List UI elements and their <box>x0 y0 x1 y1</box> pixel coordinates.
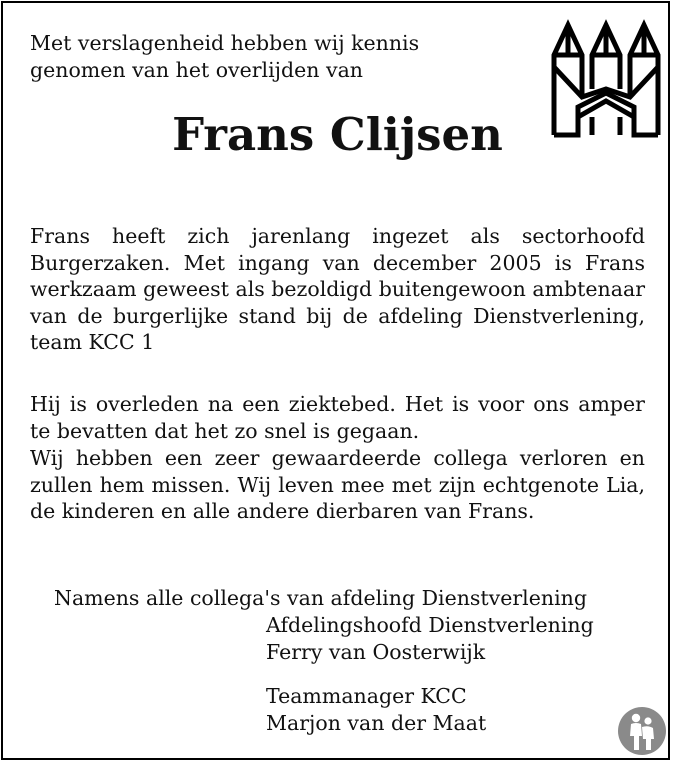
signature-role-1: Afdelingshoofd Dienstverlening <box>266 613 594 637</box>
intro-line-1: Met verslagenheid hebben wij kennis <box>30 31 420 55</box>
signature-role-2: Teammanager KCC <box>266 684 467 708</box>
signature-on-behalf: Namens alle collega's van afdeling Dienstverlening <box>54 586 587 610</box>
signature-name-1: Ferry van Oosterwijk <box>266 640 486 664</box>
mourning-figures-emblem-icon <box>617 706 667 756</box>
paragraph-condolence: Wij hebben een zeer gewaardeerde collega verloren en zullen hem missen. Wij leven mee met zijn echtgenote Lia, de kinderen en alle andere dierbaren van Frans. <box>30 446 645 523</box>
deceased-name: Frans Clijsen <box>172 108 503 161</box>
paragraph-illness: Hij is overleden na een ziektebed. Het is voor ons amper te bevatten dat het zo snel is gegaan. <box>30 392 645 443</box>
paragraph-career: Frans heeft zich jarenlang ingezet als sectorhoofd Burgerzaken. Met ingang van december 2005 is Frans werkzaam geweest als bezoldigd buitengewoon ambtenaar van de burgerlijke stand bij de afdeling Dienstverlening, team KCC 1 <box>30 224 645 354</box>
intro-line-2: genomen van het overlijden van <box>30 58 364 82</box>
obituary-card <box>1 1 670 760</box>
intro-text <box>30 30 419 84</box>
signature-name-2: Marjon van der Maat <box>266 711 487 735</box>
